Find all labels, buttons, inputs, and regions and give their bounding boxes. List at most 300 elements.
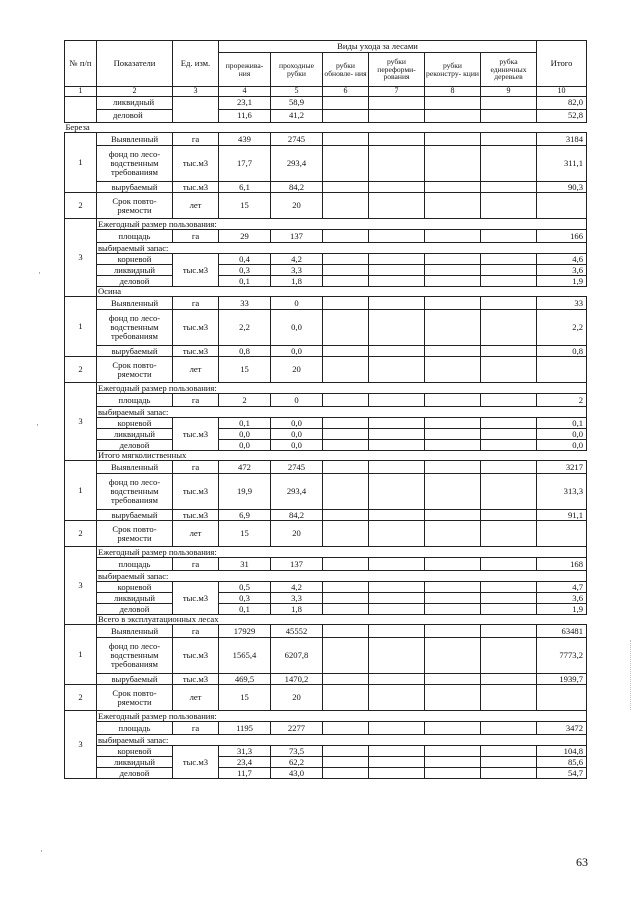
cell-value: 0 [271, 394, 323, 407]
cell-total: 0,8 [537, 346, 587, 357]
empty-cell [323, 110, 369, 123]
row-label-stock: выбираемый запас: [97, 243, 587, 254]
empty-cell [425, 674, 481, 685]
table-row [65, 735, 587, 746]
table-row [65, 474, 587, 510]
empty-cell [425, 346, 481, 357]
empty-cell [323, 254, 369, 265]
cell-value: 41,2 [271, 110, 323, 123]
cell-value: 15 [219, 685, 271, 711]
header-group: Виды ухода за лесами [219, 41, 537, 53]
cell-value: 6,9 [219, 510, 271, 521]
empty-cell [481, 625, 537, 638]
empty-cell [425, 265, 481, 276]
empty-cell [425, 182, 481, 193]
empty-cell [369, 310, 425, 346]
empty-cell [323, 638, 369, 674]
empty-cell [481, 97, 537, 110]
cell-total: 313,3 [537, 474, 587, 510]
empty-cell [369, 593, 425, 604]
table-row [65, 604, 587, 615]
empty-cell [481, 146, 537, 182]
empty-cell [481, 746, 537, 757]
empty-cell [481, 276, 537, 287]
row-label-stock: выбираемый запас: [97, 571, 587, 582]
cell-value: 0,1 [219, 276, 271, 287]
empty-cell [425, 510, 481, 521]
unit-cell: га [173, 297, 219, 310]
empty-cell [323, 429, 369, 440]
unit-cell: тыс.м3 [173, 310, 219, 346]
empty-cell [481, 474, 537, 510]
table-row [65, 357, 587, 383]
row-label-annual: Ежегодный размер пользования: [97, 383, 587, 394]
row-label-found: Выявленный [97, 297, 173, 310]
cell-value: 20 [271, 521, 323, 547]
row-label-fund: фонд по лесо- водственным требованиям [97, 474, 173, 510]
cell-total: 1,9 [537, 276, 587, 287]
cell-value: 17,7 [219, 146, 271, 182]
row-label-commercial: деловой [97, 110, 173, 123]
unit-cell: га [173, 133, 219, 146]
table-row [65, 510, 587, 521]
empty-cell [425, 276, 481, 287]
cell-value: 0,1 [219, 418, 271, 429]
cell-value: 6,1 [219, 182, 271, 193]
section-title: Осина [97, 287, 587, 297]
cell-value: 15 [219, 193, 271, 219]
empty-cell [481, 230, 537, 243]
table-row [65, 346, 587, 357]
cell-value: 137 [271, 558, 323, 571]
row-label-liquid: ликвидный [97, 429, 173, 440]
empty-cell [425, 418, 481, 429]
header-indicators: Показатели [97, 41, 173, 87]
empty-cell [537, 193, 587, 219]
empty-cell [323, 97, 369, 110]
empty-cell [323, 685, 369, 711]
empty-cell [481, 265, 537, 276]
table-row [65, 440, 587, 451]
empty-cell [481, 440, 537, 451]
empty-cell [369, 461, 425, 474]
empty-cell [537, 521, 587, 547]
cell-value: 2 [219, 394, 271, 407]
unit-cell: га [173, 394, 219, 407]
cell-value: 1470,2 [271, 674, 323, 685]
column-number: 4 [219, 87, 271, 97]
column-number-row [65, 87, 587, 97]
empty-cell [369, 182, 425, 193]
table-row [65, 254, 587, 265]
row-label-commercial: деловой [97, 440, 173, 451]
row-label-found: Выявленный [97, 625, 173, 638]
empty-cell [369, 394, 425, 407]
cell-value: 11,6 [219, 110, 271, 123]
empty-cell [369, 429, 425, 440]
document-page [64, 40, 586, 779]
row-label-liquid: ликвидный [97, 97, 173, 110]
empty-cell [323, 674, 369, 685]
empty-cell [369, 297, 425, 310]
column-number: 10 [537, 87, 587, 97]
empty-cell [481, 757, 537, 768]
empty-cell [369, 193, 425, 219]
empty-cell [369, 230, 425, 243]
cell-total: 3,6 [537, 593, 587, 604]
cell-value: 293,4 [271, 474, 323, 510]
header-type-thinning: прорежива- ния [219, 53, 271, 87]
row-label-cut: вырубаемый [97, 346, 173, 357]
cell-value: 0 [271, 297, 323, 310]
cell-value: 4,2 [271, 582, 323, 593]
margin-mark: · [40, 846, 43, 856]
empty-cell [369, 265, 425, 276]
cell-value: 29 [219, 230, 271, 243]
header-type-reconstruction: рубки реконстру- кции [425, 53, 481, 87]
section-title: Итого мягколиственных [97, 451, 587, 461]
unit-cell: га [173, 625, 219, 638]
cell-total: 104,8 [537, 746, 587, 757]
cell-total: 33 [537, 297, 587, 310]
table-row [65, 711, 587, 722]
cell-total: 63481 [537, 625, 587, 638]
empty-cell [481, 510, 537, 521]
row-label-area: площадь [97, 558, 173, 571]
empty-cell [481, 768, 537, 779]
row-number: 2 [65, 357, 97, 383]
row-label-cut: вырубаемый [97, 510, 173, 521]
empty-cell [481, 558, 537, 571]
empty-cell [369, 757, 425, 768]
cell-value: 20 [271, 357, 323, 383]
empty-cell [323, 521, 369, 547]
empty-cell [481, 133, 537, 146]
empty-cell [425, 558, 481, 571]
cell-value: 31,3 [219, 746, 271, 757]
header-type-passage: проходные рубки [271, 53, 323, 87]
table-row [65, 193, 587, 219]
cell-value: 6207,8 [271, 638, 323, 674]
empty-cell [323, 276, 369, 287]
unit-cell: лет [173, 521, 219, 547]
empty-cell [323, 582, 369, 593]
cell-value: 472 [219, 461, 271, 474]
table-row [65, 133, 587, 146]
empty-cell [369, 685, 425, 711]
section-title: Всего в эксплуатационных лесах [97, 615, 587, 625]
unit-cell: тыс.м3 [173, 346, 219, 357]
table-row [65, 593, 587, 604]
table-row [65, 310, 587, 346]
table-row [65, 625, 587, 638]
header-type-renewal: рубки обновле- ния [323, 53, 369, 87]
empty-cell [425, 146, 481, 182]
empty-cell [481, 461, 537, 474]
empty-cell [481, 254, 537, 265]
empty-cell [369, 625, 425, 638]
cell-value: 11,7 [219, 768, 271, 779]
header-type-single-tree: рубка единичных деревьев [481, 53, 537, 87]
unit-cell: лет [173, 685, 219, 711]
unit-cell: тыс.м3 [173, 418, 219, 451]
row-label-root: корневой [97, 418, 173, 429]
empty-cell [369, 768, 425, 779]
section-title-row [65, 451, 587, 461]
row-number: 1 [65, 297, 97, 357]
cell-value: 3,3 [271, 593, 323, 604]
empty-cell [369, 474, 425, 510]
empty-cell [323, 604, 369, 615]
cell-value: 0,0 [271, 418, 323, 429]
cell-value: 84,2 [271, 510, 323, 521]
unit-cell: тыс.м3 [173, 474, 219, 510]
table-row [65, 685, 587, 711]
unit-cell: тыс.м3 [173, 254, 219, 287]
cell-total: 2,2 [537, 310, 587, 346]
cell-total: 168 [537, 558, 587, 571]
empty-cell [323, 133, 369, 146]
cell-total: 3472 [537, 722, 587, 735]
empty-cell [323, 193, 369, 219]
cell-value: 0,0 [271, 440, 323, 451]
table-row [65, 768, 587, 779]
empty-cell [481, 638, 537, 674]
empty-cell [425, 593, 481, 604]
empty-cell [425, 521, 481, 547]
row-label-fund: фонд по лесо- водственным требованиям [97, 146, 173, 182]
cell-value: 0,1 [219, 604, 271, 615]
empty-cell [323, 310, 369, 346]
empty-cell [323, 357, 369, 383]
empty-cell [323, 394, 369, 407]
column-number: 8 [425, 87, 481, 97]
cell-value: 469,5 [219, 674, 271, 685]
row-label-annual: Ежегодный размер пользования: [97, 711, 587, 722]
header-total: Итого [537, 41, 587, 87]
empty-cell [369, 638, 425, 674]
cell-value: 0,3 [219, 593, 271, 604]
table-row [65, 722, 587, 735]
row-number: 2 [65, 685, 97, 711]
empty-cell [369, 97, 425, 110]
cell-value: 4,2 [271, 254, 323, 265]
cell-total: 3184 [537, 133, 587, 146]
row-number: 3 [65, 547, 97, 625]
table-row [65, 219, 587, 230]
empty-cell [369, 346, 425, 357]
empty-cell [481, 418, 537, 429]
row-number: 1 [65, 625, 97, 685]
empty-cell [425, 254, 481, 265]
empty-cell [369, 510, 425, 521]
header-type-reformation: рубки переформи- рования [369, 53, 425, 87]
row-number: 3 [65, 711, 97, 779]
cell-total: 82,0 [537, 97, 587, 110]
table-row [65, 521, 587, 547]
table-row [65, 394, 587, 407]
table-row [65, 429, 587, 440]
empty-cell [425, 357, 481, 383]
unit-cell: лет [173, 357, 219, 383]
table-header [65, 41, 587, 97]
row-label-commercial: деловой [97, 768, 173, 779]
table-row [65, 97, 587, 110]
empty-cell [481, 722, 537, 735]
table-row [65, 547, 587, 558]
cell-total: 85,6 [537, 757, 587, 768]
empty-cell [323, 265, 369, 276]
empty-cell [323, 593, 369, 604]
cell-value: 0,5 [219, 582, 271, 593]
cell-value: 84,2 [271, 182, 323, 193]
empty-cell [425, 461, 481, 474]
unit-cell: га [173, 230, 219, 243]
table-row [65, 243, 587, 254]
column-number: 9 [481, 87, 537, 97]
empty-cell [323, 757, 369, 768]
cell-value: 33 [219, 297, 271, 310]
empty-cell [369, 418, 425, 429]
row-number: 2 [65, 193, 97, 219]
row-number: 2 [65, 521, 97, 547]
row-label-liquid: ликвидный [97, 757, 173, 768]
empty-cell [425, 625, 481, 638]
empty-cell [323, 510, 369, 521]
row-label-liquid: ликвидный [97, 593, 173, 604]
column-number: 6 [323, 87, 369, 97]
cell-value: 0,8 [219, 346, 271, 357]
empty-cell [323, 297, 369, 310]
cell-total: 52,8 [537, 110, 587, 123]
empty-cell [425, 97, 481, 110]
table-row [65, 757, 587, 768]
header-unit: Ед. изм. [173, 41, 219, 87]
empty-cell [425, 110, 481, 123]
empty-cell [481, 429, 537, 440]
cell-value: 31 [219, 558, 271, 571]
cell-total: 311,1 [537, 146, 587, 182]
cell-value: 1565,4 [219, 638, 271, 674]
table-row [65, 110, 587, 123]
empty-cell [425, 757, 481, 768]
empty-cell [481, 297, 537, 310]
table-row [65, 182, 587, 193]
cell-total: 90,3 [537, 182, 587, 193]
cell-value: 0,0 [271, 310, 323, 346]
row-label-fund: фонд по лесо- водственным требованиям [97, 310, 173, 346]
empty-cell [65, 97, 97, 123]
empty-cell [323, 440, 369, 451]
unit-cell: лет [173, 193, 219, 219]
section-title-row [65, 615, 587, 625]
empty-cell [425, 429, 481, 440]
empty-cell [369, 357, 425, 383]
empty-cell [369, 722, 425, 735]
empty-cell [323, 418, 369, 429]
empty-cell [425, 133, 481, 146]
cell-value: 1195 [219, 722, 271, 735]
cell-total: 1,9 [537, 604, 587, 615]
empty-cell [323, 146, 369, 182]
section-title-row [65, 123, 587, 133]
cell-value: 45552 [271, 625, 323, 638]
unit-cell: тыс.м3 [173, 582, 219, 615]
section-title-row [65, 287, 587, 297]
empty-cell [481, 346, 537, 357]
cell-value: 2745 [271, 133, 323, 146]
cell-value: 43,0 [271, 768, 323, 779]
row-label-area: площадь [97, 722, 173, 735]
empty-cell [537, 357, 587, 383]
cell-total: 7773,2 [537, 638, 587, 674]
column-number: 7 [369, 87, 425, 97]
cell-value: 0,0 [219, 440, 271, 451]
empty-cell [369, 440, 425, 451]
table-row [65, 558, 587, 571]
section-title: Береза [65, 123, 587, 133]
empty-cell [425, 582, 481, 593]
table-row [65, 276, 587, 287]
empty-cell [323, 746, 369, 757]
empty-cell [425, 722, 481, 735]
table-row [65, 461, 587, 474]
cell-value: 2745 [271, 461, 323, 474]
cell-value: 0,3 [219, 265, 271, 276]
row-label-cut: вырубаемый [97, 182, 173, 193]
empty-cell [369, 582, 425, 593]
empty-cell [369, 558, 425, 571]
empty-cell [425, 440, 481, 451]
cell-value: 73,5 [271, 746, 323, 757]
column-number: 1 [65, 87, 97, 97]
empty-cell [369, 604, 425, 615]
cell-value: 15 [219, 521, 271, 547]
row-label-period: Срок повто- ряемости [97, 193, 173, 219]
empty-cell [369, 674, 425, 685]
cell-total: 4,6 [537, 254, 587, 265]
empty-cell [369, 254, 425, 265]
empty-cell [323, 182, 369, 193]
row-number: 3 [65, 219, 97, 297]
empty-cell [323, 722, 369, 735]
empty-cell [425, 230, 481, 243]
cell-total: 1939,7 [537, 674, 587, 685]
empty-cell [173, 97, 219, 123]
cell-total: 3,6 [537, 265, 587, 276]
cell-value: 1,8 [271, 604, 323, 615]
empty-cell [425, 474, 481, 510]
table-body [65, 97, 587, 779]
empty-cell [481, 521, 537, 547]
cell-value: 1,8 [271, 276, 323, 287]
table-row [65, 230, 587, 243]
empty-cell [481, 357, 537, 383]
table-row [65, 571, 587, 582]
unit-cell: тыс.м3 [173, 146, 219, 182]
row-label-found: Выявленный [97, 461, 173, 474]
empty-cell [323, 474, 369, 510]
cell-value: 0,4 [219, 254, 271, 265]
empty-cell [323, 461, 369, 474]
empty-cell [369, 110, 425, 123]
empty-cell [481, 182, 537, 193]
row-label-root: корневой [97, 582, 173, 593]
empty-cell [425, 297, 481, 310]
empty-cell [481, 394, 537, 407]
unit-cell: га [173, 722, 219, 735]
unit-cell: тыс.м3 [173, 182, 219, 193]
